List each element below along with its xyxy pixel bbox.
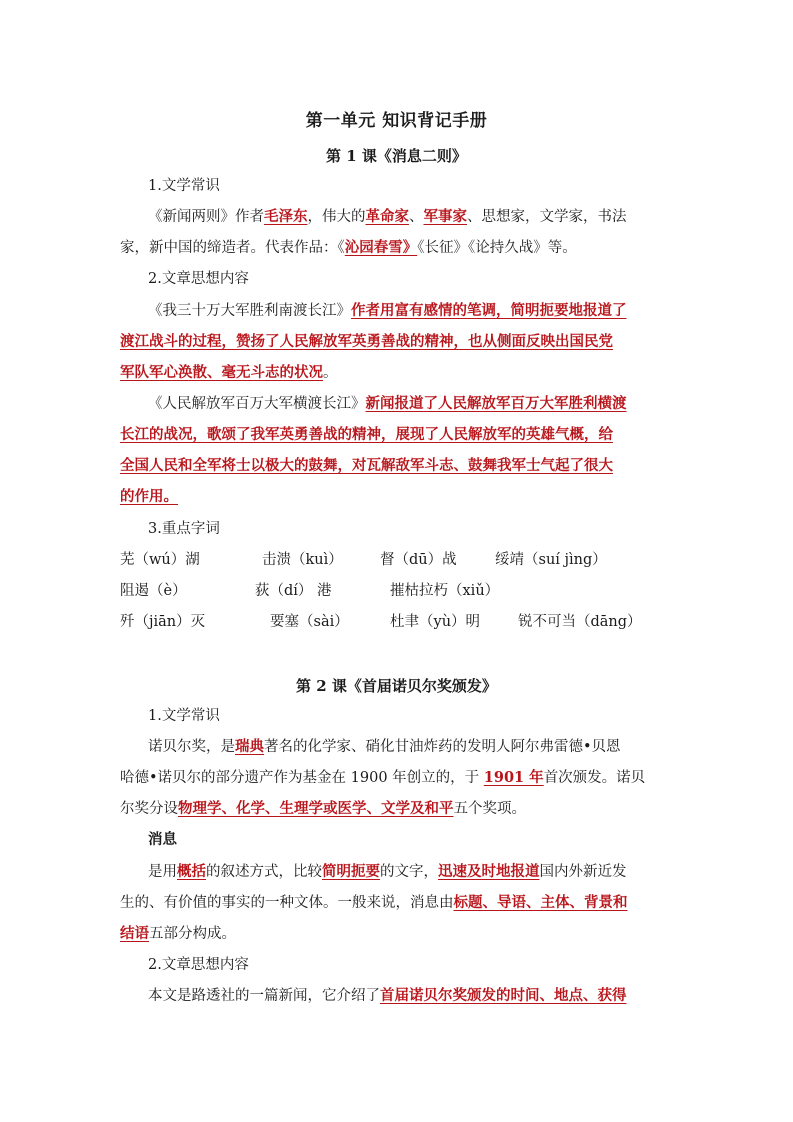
vocab-item: 芜（wú）湖 xyxy=(120,552,200,568)
text-span: 是用 xyxy=(148,864,177,880)
vocab-item: 锐不可当（dāng） xyxy=(518,614,642,630)
lesson-2-title: 第 2 课《首届诺贝尔奖颁发》 xyxy=(296,677,497,695)
vocab-item: 杜聿（yù）明 xyxy=(390,614,481,630)
text-span: 。 xyxy=(323,365,338,381)
text-span: 《长征》《论持久战》等。 xyxy=(417,240,577,256)
highlight-span: 渡江战斗的过程，赞扬了人民解放军英勇善战的精神，也从侧面反映出国民党 xyxy=(120,333,613,350)
highlight-span: 首届诺贝尔奖颁发的时间、地点、获得 xyxy=(380,987,627,1004)
text-span: 首次颁发。诺贝 xyxy=(543,770,646,786)
highlight-span: 1901 年 xyxy=(483,769,544,786)
text-span: 《人民解放军百万大军横渡长江》 xyxy=(148,396,366,412)
highlight-span: 概括 xyxy=(177,863,206,880)
lesson-1-para-3-line-2 xyxy=(120,425,613,445)
text-span: 五个奖项。 xyxy=(453,801,526,817)
vocab-item: 荻（dí） 港 xyxy=(255,583,332,599)
vocab-item: 督（dū）战 xyxy=(380,552,457,568)
lesson-2-para-1-line-3 xyxy=(120,799,526,819)
text-span: 尔奖分设 xyxy=(120,801,178,817)
text-span: 《我三十万大军胜利南渡长江》 xyxy=(148,303,351,319)
lesson-2-para-1-line-1 xyxy=(148,737,621,757)
lesson-1-para-3-line-3 xyxy=(120,456,613,476)
lesson-1-para-3-line-1 xyxy=(148,394,627,414)
lesson-1-para-3-line-4 xyxy=(120,487,178,507)
lesson-2-para-2-line-3 xyxy=(120,924,236,944)
lesson-2-section-1-heading: 1.文学常识 xyxy=(148,708,220,724)
highlight-span: 长江的战况，歌颂了我军英勇善战的精神，展现了人民解放军的英雄气概，给 xyxy=(120,426,613,443)
vocab-item: 阻遏（è） xyxy=(120,583,187,599)
vocab-item: 击溃（kuì） xyxy=(262,552,343,568)
text-span: 五部分构成。 xyxy=(149,926,236,942)
highlight-span: 标题、导语、主体、背景和 xyxy=(453,894,628,911)
lesson-1-title: 第 1 课《消息二则》 xyxy=(326,147,467,165)
text-span: 诺贝尔奖，是 xyxy=(148,739,235,755)
vocab-item: 摧枯拉朽（xiǔ） xyxy=(390,583,500,599)
highlight-span: 作者用富有感情的笔调，简明扼要地报道了 xyxy=(351,302,627,319)
highlight-span: 简明扼要 xyxy=(322,863,380,880)
page-title: 第一单元 知识背记手册 xyxy=(305,111,488,131)
text-span: 家，新中国的缔造者。代表作品：《 xyxy=(120,240,345,256)
highlight-span: 军事家 xyxy=(423,208,467,225)
highlight-span: 军队军心涣散、毫无斗志的状况 xyxy=(120,364,323,381)
text-span: 《新闻两则》作者 xyxy=(148,209,264,225)
lesson-2-para-2-line-2 xyxy=(120,893,628,913)
highlight-span: 物理学、化学、生理学或医学、文学及和平 xyxy=(178,800,454,817)
lesson-2-para-3-line-1 xyxy=(148,986,627,1006)
highlight-span: 瑞典 xyxy=(235,738,264,755)
lesson-1-para-2-line-1 xyxy=(148,301,627,321)
lesson-2-para-2-line-1 xyxy=(148,862,627,882)
vocab-item: 要塞（sài） xyxy=(270,614,349,630)
vocab-item: 绥靖（suí jìng） xyxy=(495,552,607,568)
vocab-item: 歼（jiān）灭 xyxy=(120,614,206,630)
lesson-1-para-2-line-3 xyxy=(120,363,338,383)
highlight-span: 沁园春雪》 xyxy=(344,239,418,256)
lesson-1-section-3-heading: 3.重点字词 xyxy=(148,521,220,537)
text-span: 的文字， xyxy=(380,864,438,880)
lesson-1-para-1-line-2 xyxy=(120,238,577,258)
lesson-1-section-2-heading: 2.文章思想内容 xyxy=(148,271,249,287)
lesson-1-para-1-line-1 xyxy=(148,207,627,227)
news-heading: 消息 xyxy=(148,831,177,848)
lesson-1-para-2-line-2 xyxy=(120,332,613,352)
text-span: ，伟大的 xyxy=(307,209,366,225)
lesson-2-section-2-heading: 2.文章思想内容 xyxy=(148,957,249,973)
highlight-span: 结语 xyxy=(120,925,149,942)
highlight-span: 革命家 xyxy=(365,208,409,225)
highlight-span: 新闻报道了人民解放军百万大军胜利横渡 xyxy=(365,395,627,412)
highlight-span: 的作用。 xyxy=(120,488,178,505)
highlight-span: 全国人民和全军将士以极大的鼓舞，对瓦解敌军斗志、鼓舞我军士气起了很大 xyxy=(120,457,613,474)
text-span: 国内外新近发 xyxy=(539,864,627,880)
lesson-1-section-1-heading: 1.文学常识 xyxy=(148,178,220,194)
text-span: 的叙述方式，比较 xyxy=(206,864,322,880)
text-span: 、 xyxy=(409,209,424,225)
text-span: 生的、有价值的事实的一种文体。一般来说，消息由 xyxy=(120,895,454,911)
lesson-2-para-1-line-2 xyxy=(120,768,645,788)
text-span: 著名的化学家、硝化甘油炸药的发明人阿尔弗雷德•贝恩 xyxy=(264,739,621,755)
text-span: 本文是路透社的一篇新闻，它介绍了 xyxy=(148,988,380,1004)
highlight-span: 毛泽东 xyxy=(264,208,308,225)
text-span: 、思想家，文学家，书法 xyxy=(467,209,627,225)
text-span: 哈德•诺贝尔的部分遗产作为基金在 1900 年创立的，于 xyxy=(120,770,484,786)
highlight-span: 迅速及时地报道 xyxy=(438,863,540,880)
